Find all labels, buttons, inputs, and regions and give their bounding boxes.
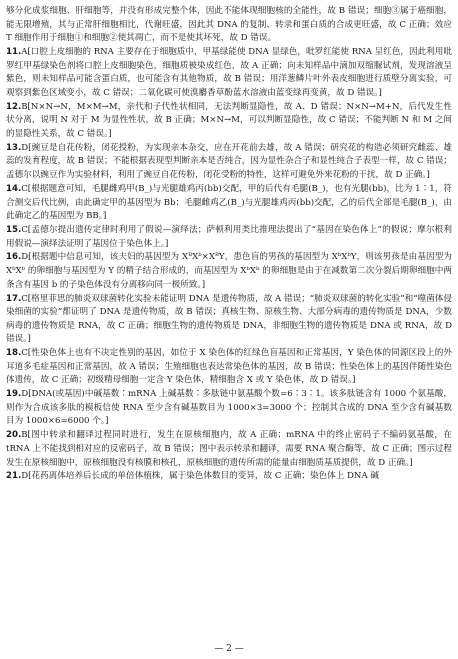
question-number: 17. xyxy=(6,293,22,304)
question-number: 19. xyxy=(6,389,22,400)
question-number: 21. xyxy=(6,471,22,482)
document-page xyxy=(6,5,452,484)
question-number: 14. xyxy=(6,183,22,194)
page-number: — 2 — xyxy=(214,644,244,654)
answer-paragraph xyxy=(6,347,452,388)
answer-paragraph xyxy=(6,470,452,484)
answer-paragraph xyxy=(6,429,452,470)
question-number: 12. xyxy=(6,101,22,112)
question-number: 13. xyxy=(6,142,22,153)
answer-text: A[口腔上皮细胞的 RNA 主要存在于细胞质中，甲基绿能使 DNA 显绿色，吡罗红能使 RNA 呈红色，因此利用吡罗红甲基绿染色剂将口腔上皮细胞染色，细胞质被染成红色，故 A 正确；向未知样品中滴加双缩脲试剂，发现溶液呈紫色，则未知样品可能含蛋白质，也可能含有其他物质，故 B 错误；用洋葱鳞片叶外表皮细胞进行质壁分离实验，可观察到紫色区域变小，故 C 错误；二氧化碳可使溴麝香草酚蓝水溶液由蓝变绿再变黄，故 D 错误。] xyxy=(6,47,452,98)
question-number: 15. xyxy=(6,224,22,235)
question-number: 16. xyxy=(6,252,22,263)
answer-text: B[图中转录和翻译过程同时进行，发生在原核细胞内，故 A 正确；mRNA 中的终止密码子不编码氨基酸，在 tRNA 上不能找到相对应的反密码子，故 B 错误；图中表示转录和翻译，需要 RNA 聚合酶等，故 C 正确；图示过程发生在原核细胞中，原核细胞没有核膜和核孔，原核细胞的遗传所需的能量由细胞质基质提供，故 D 正确。] xyxy=(6,430,452,468)
answer-paragraph xyxy=(6,251,452,292)
question-number: 20. xyxy=(6,430,22,441)
answer-text: C[格里菲思的肺炎双球菌转化实验未能证明 DNA 是遗传物质，故 A 错误；“肺炎双球菌的转化实验”和“噬菌体侵染细菌的实验”都证明了 DNA 是遗传物质，故 B 错误；真核生物、原核生物、大部分病毒的遗传物质是 DNA，少数病毒的遗传物质是 RNA，故 C 正确；细胞生物的遗传物质是 DNA，非细胞生物的遗传物质是 DNA 或 RNA，故 D 错误。] xyxy=(6,293,452,345)
answer-paragraph xyxy=(6,293,452,347)
answer-paragraph xyxy=(6,224,452,251)
question-number: 18. xyxy=(6,348,22,359)
answer-paragraph xyxy=(6,101,452,142)
answer-paragraph xyxy=(6,183,452,224)
answer-paragraph xyxy=(6,142,452,183)
answer-text: D[花药离体培养后长成的单倍体植株，属于染色体数目的变异，故 C 正确；染色体上 DNA 碱 xyxy=(21,471,379,482)
answer-text: D[根据题中信息可知，该夫妇的基因型为 XᴮXᵇ×XᴮY，患色盲的男孩的基因型为 XᵇXᵇY，则该男孩是由基因型为 XᵇXᵇ 的卵细胞与基因型为 Y 的精子结合形成的，而基因型为 XᵇXᵇ 的卵细胞是由于在减数第二次分裂后期卵细胞中两条含有基因 b 的子染色体没有分离移向同一极所致。] xyxy=(6,252,452,290)
answer-text: D[豌豆是自花传粉，闭花授粉，为实现亲本杂交，应在开花前去雄，故 A 错误；研究花的构造必须研究雌蕊、雄蕊的发育程度，故 B 错误；不能根据表现型判断亲本是否纯合，因为显性杂合子和显性纯合子表型一样，故 C 错误；孟德尔以豌豆作为实验材料，利用了豌豆自花传粉，闭花受粉的特性，这样可避免外来花粉的干扰，故 D 正确。] xyxy=(6,142,452,181)
answer-paragraph xyxy=(6,5,452,46)
answer-paragraph xyxy=(6,46,452,100)
question-number: 11. xyxy=(6,47,22,58)
answer-text: 够分化成浆细胞、肝细胞等，并没有形成完整个体，因此不能体现细胞核的全能性，故 B 错误；细胞③属于癌细胞，能无限增殖，其与正常肝细胞相比，代谢旺盛，因此其 DNA 的复制、转录和蛋白质的合成更旺盛，故 C 正确；效应 T 细胞作用于细胞①和细胞②使其凋亡，而不是使其坏死，故 D 错误。 xyxy=(6,6,452,44)
answer-text: B[N×N→N，M×M→M，亲代和子代性状相同，无法判断显隐性，故 A、D 错误；N×N→M+N，后代发生性状分离，说明 N 对于 M 为显性性状，故 B 正确；M×N→M，可以判断显隐性，故 C 错误；不能判断 N 和 M 之间的显隐性关系，故 C 错误。] xyxy=(6,101,452,139)
answer-text: C[性染色体上也有不决定性别的基因，如位于 X 染色体的红绿色盲基因和正常基因，Y 染色体的同源区段上的外耳道多毛症基因和正常基因，故 A 错误；生殖细胞也表达常染色体的基因，故 B 错误；性染色体上的基因伴随性染色体遗传，故 C 正确；初级精母细胞一定含 Y 染色体，精细胞含 X 或 Y 染色体，故 D 错误。] xyxy=(6,348,452,386)
answer-paragraph xyxy=(6,388,452,429)
answer-text: C[孟德尔提出遗传定律时利用了假说—演绎法；萨顿利用类比推理法提出了“基因在染色体上”的假说；摩尔根利用假说—演绎法证明了基因位于染色体上。] xyxy=(6,224,452,249)
answer-text: D[DNA(或基因)中碱基数∶mRNA 上碱基数∶多肽链中氨基酸个数=6∶3∶1。该多肽链含有 1000 个氨基酸，则作为合成该多肽的模板信使 RNA 至少含有碱基数目为 1000×3=3000 个；控制其合成的 DNA 至少含有碱基数目为 1000×6=6000 个。] xyxy=(6,389,452,427)
answer-text: C[根据题意可知，毛腿雌鸡甲(B_)与光腿雄鸡丙(bb)交配，甲的后代有毛腿(B_)，也有光腿(bb)，比为 1∶1，符合测交后代比例，由此确定甲的基因型为 Bb；毛腿雌鸡乙(B_)与光腿雄鸡丙(bb)交配，乙的后代全部是毛腿(B_)，由此确定乙的基因型为 BB。] xyxy=(6,183,452,222)
